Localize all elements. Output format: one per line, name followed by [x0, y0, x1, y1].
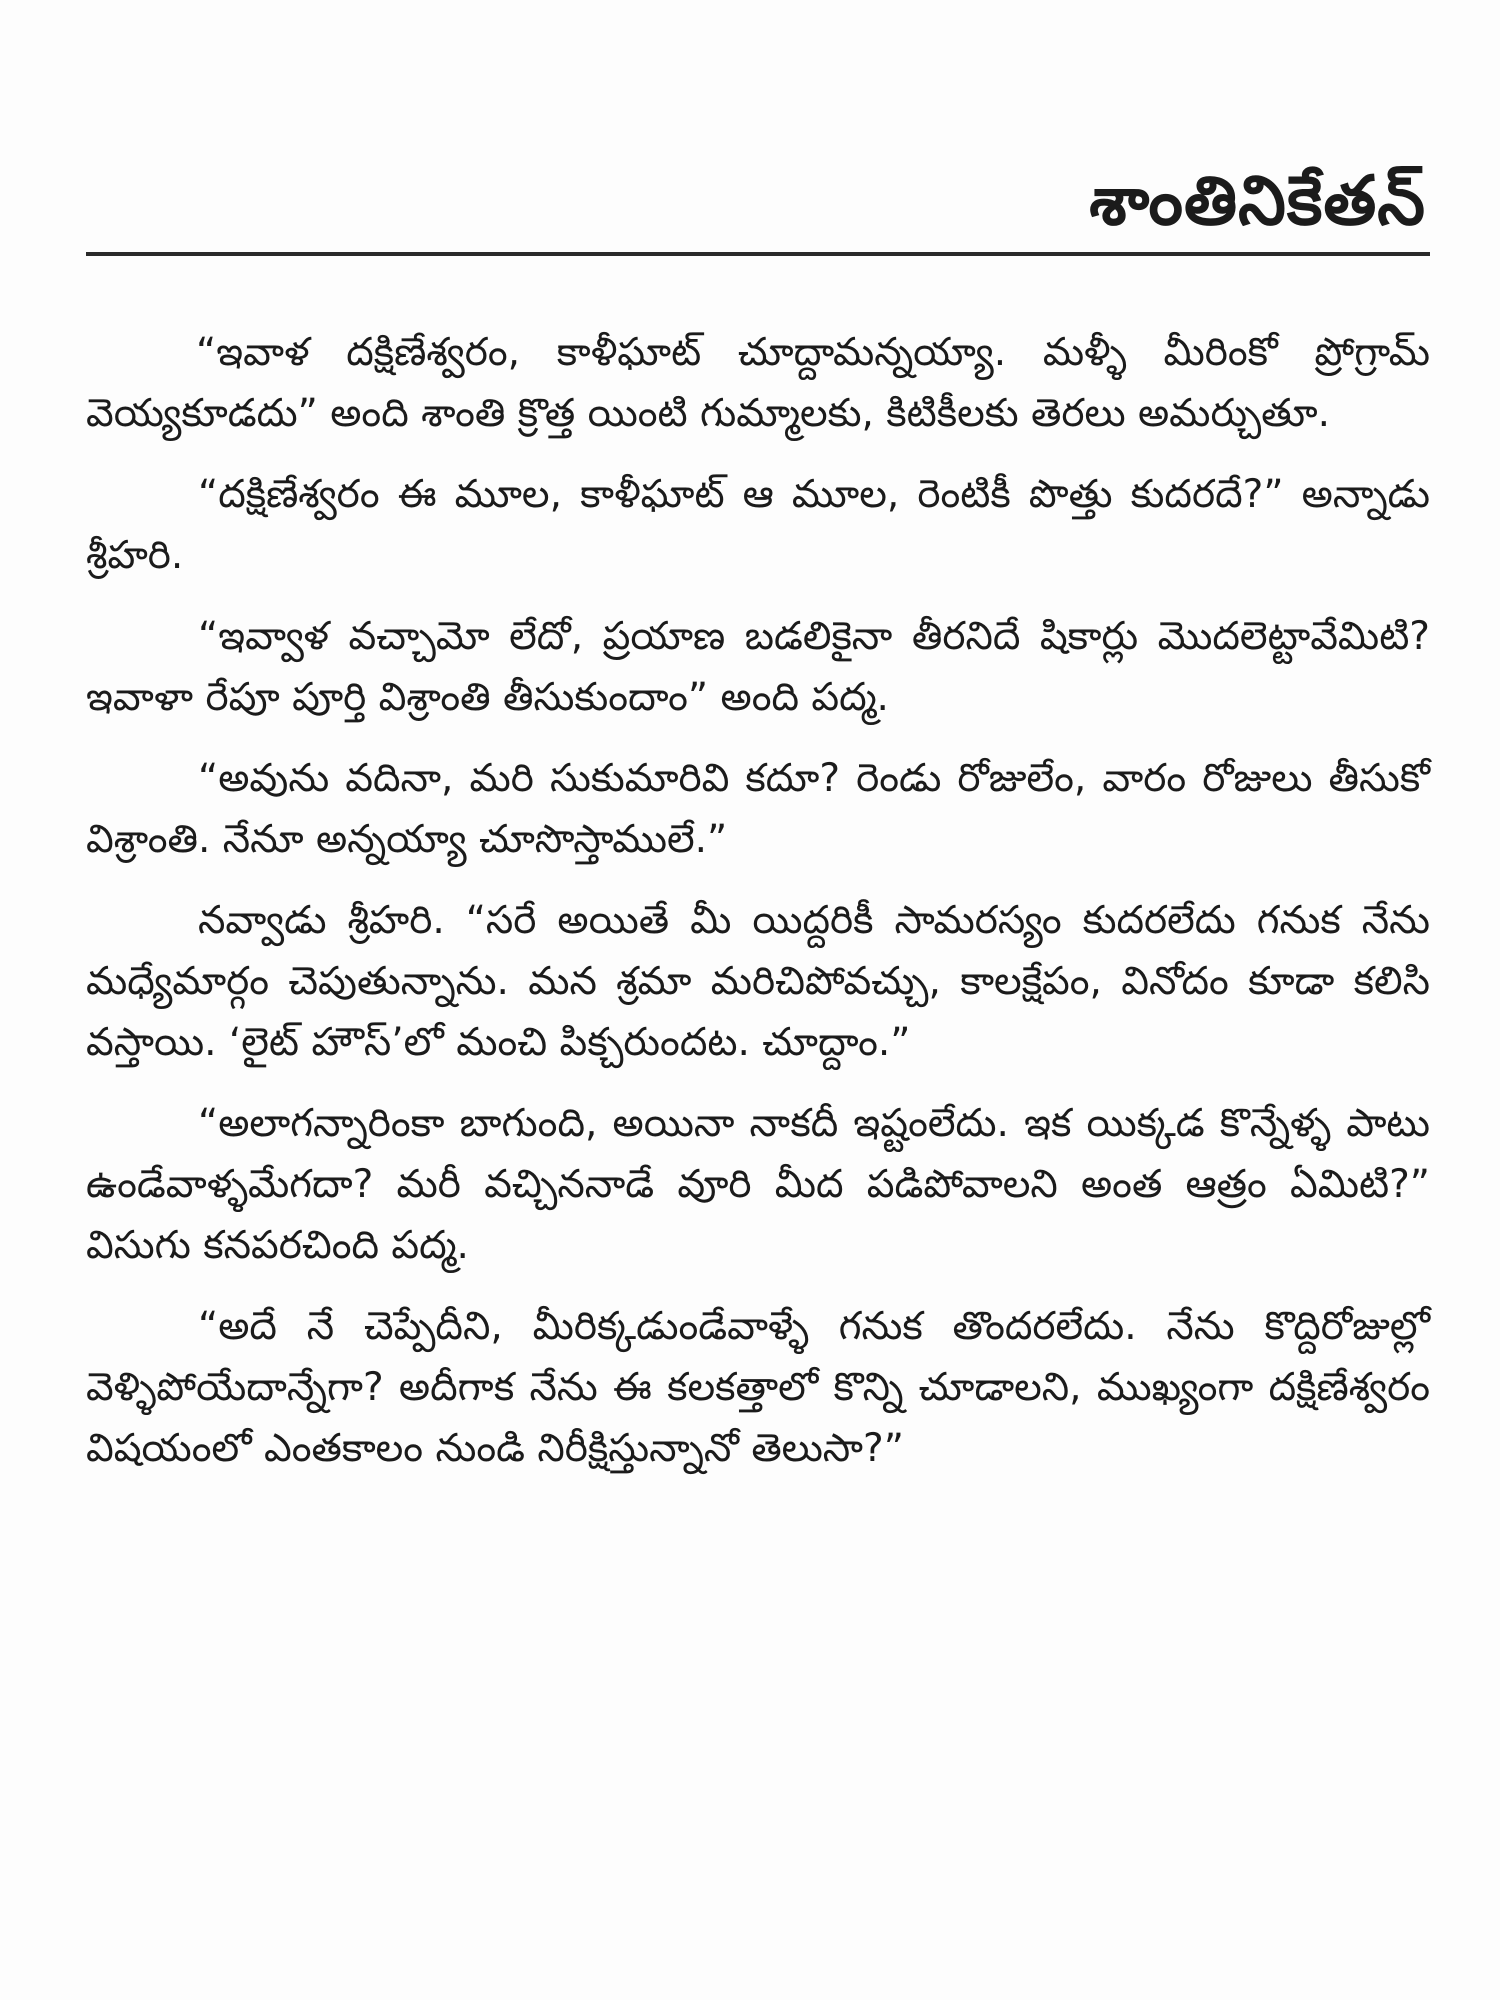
paragraph: “అదే నే చెప్పేదీని, మీరిక్కడుండేవాళ్ళే గనుక తొందరలేదు. నేను కొద్దిరోజుల్లో వెళ్ళిపోయేదాన్నేగా? అదీగాక నేను ఈ కలకత్తాలో కొన్ని చూడాలని, ముఖ్యంగా దక్షిణేశ్వరం విషయంలో ఎంతకాలం నుండి నిరీక్షిస్తున్నానో తెలుసా?”	[86, 1304, 1430, 1471]
header-rule	[86, 252, 1430, 256]
paragraph: “ఇవ్వాళ వచ్చామో లేదో, ప్రయాణ బడలికైనా తీరనిదే షికార్లు మొదలెట్టావేమిటి? ఇవాళా రేపూ పూర్తి విశ్రాంతి తీసుకుందాం” అంది పద్మ.	[86, 614, 1430, 720]
paragraph: “అలాగన్నారింకా బాగుంది, అయినా నాకదీ ఇష్టంలేదు. ఇక యిక్కడ కొన్నేళ్ళ పాటు ఉండేవాళ్ళమేగదా? మరీ వచ్చిననాడే వూరి మీద పడిపోవాలని అంత ఆత్రం ఏమిటి?” విసుగు కనపరచింది పద్మ.	[86, 1101, 1430, 1268]
paragraph: “దక్షిణేశ్వరం ఈ మూల, కాళీఘాట్ ఆ మూల, రెంటికీ పొత్తు కుదరదే?” అన్నాడు శ్రీహరి.	[86, 472, 1430, 578]
paragraph: “ఇవాళ దక్షిణేశ్వరం, కాళీఘాట్ చూద్దామన్నయ్యా. మళ్ళీ మీరింకో ప్రోగ్రామ్ వెయ్యకూడదు” అంది శాంతి క్రొత్త యింటి గుమ్మాలకు, కిటికీలకు తెరలు అమర్చుతూ.	[86, 330, 1430, 436]
page-body	[86, 322, 1430, 1499]
paragraph: నవ్వాడు శ్రీహరి. “సరే అయితే మీ యిద్దరికీ సామరస్యం కుదరలేదు గనుక నేను మధ్యేమార్గం చెపుతున్నాను. మన శ్రమా మరిచిపోవచ్చు, కాలక్షేపం, వినోదం కూడా కలిసి వస్తాయి. ‘లైట్ హౌస్’లో మంచి పిక్చరుందట. చూద్దాం.”	[86, 898, 1430, 1065]
chapter-title: శాంతినికేతన్	[1089, 162, 1426, 241]
paragraph: “అవును వదినా, మరి సుకుమారివి కదూ? రెండు రోజులేం, వారం రోజులు తీసుకో విశ్రాంతి. నేనూ అన్నయ్యా చూసొస్తాములే.”	[86, 756, 1430, 862]
chapter-header	[86, 150, 1430, 260]
